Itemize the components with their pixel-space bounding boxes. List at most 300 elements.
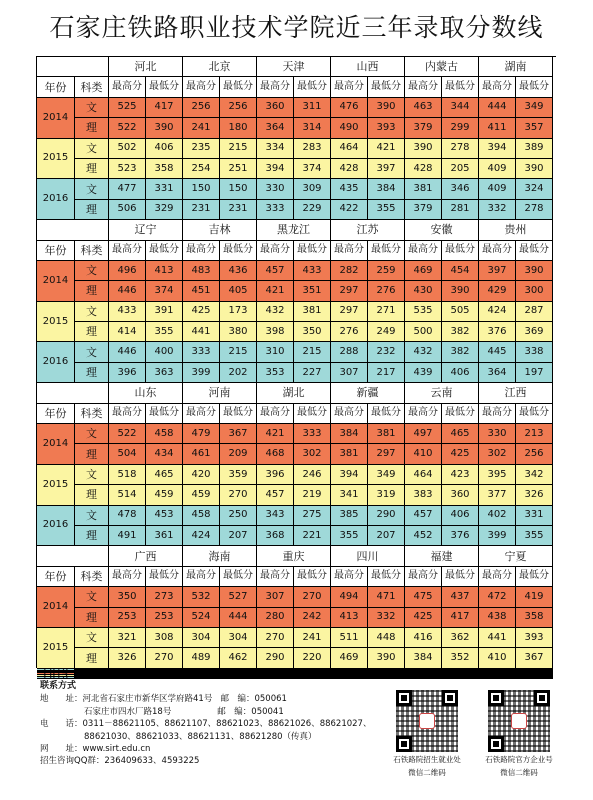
max-score-header: 最高分 — [331, 567, 368, 587]
score-cell — [183, 678, 220, 679]
address-row-1 — [40, 693, 390, 705]
year-cell: 2015 — [37, 139, 75, 180]
score-cell: 173 — [220, 302, 257, 322]
hotline-row — [40, 755, 390, 767]
province-header: 江苏 — [331, 220, 405, 240]
score-table — [36, 56, 556, 668]
min-score-header: 最低分 — [442, 77, 479, 97]
score-cell: 406 — [442, 363, 479, 383]
score-cell: 432 — [405, 342, 442, 362]
province-header: 福建 — [405, 546, 479, 566]
min-score-header: 最低分 — [220, 77, 257, 97]
header-blank — [37, 220, 109, 240]
score-cell: 300 — [516, 281, 553, 301]
score-cell: 390 — [442, 281, 479, 301]
score-cell: 278 — [442, 139, 479, 159]
max-score-header: 最高分 — [109, 567, 146, 587]
score-cell: 421 — [257, 281, 294, 301]
min-score-header: 最低分 — [368, 567, 405, 587]
score-cell: 490 — [331, 118, 368, 138]
min-score-header: 最低分 — [146, 241, 183, 261]
score-cell: 349 — [516, 98, 553, 118]
score-cell: 376 — [479, 322, 516, 342]
score-cell: 424 — [479, 302, 516, 322]
province-header: 湖北 — [257, 383, 331, 403]
score-cell: 434 — [146, 444, 183, 464]
year-column-header: 年份 — [37, 241, 75, 261]
score-cell: 459 — [146, 485, 183, 505]
score-cell: 341 — [331, 485, 368, 505]
score-cell — [294, 678, 331, 679]
province-header: 贵州 — [479, 220, 553, 240]
subject-type-cell: 理 — [75, 159, 109, 179]
score-cell: 381 — [405, 179, 442, 199]
score-cell: 527 — [220, 587, 257, 607]
score-cell: 457 — [405, 506, 442, 526]
score-cell: 309 — [294, 179, 331, 199]
score-cell: 399 — [479, 526, 516, 546]
score-cell: 500 — [405, 322, 442, 342]
score-cell: 522 — [109, 118, 146, 138]
score-cell: 457 — [257, 485, 294, 505]
score-cell: 351 — [294, 281, 331, 301]
score-cell: 524 — [183, 608, 220, 628]
phone-label: 电 话： — [40, 719, 83, 730]
score-cell: 331 — [516, 506, 553, 526]
score-cell: 379 — [405, 118, 442, 138]
score-cell: 297 — [368, 444, 405, 464]
score-cell: 297 — [331, 281, 368, 301]
score-cell: 532 — [183, 587, 220, 607]
score-cell: 333 — [294, 424, 331, 444]
qr-caption-2: 石铁路院官方企业号 — [485, 755, 553, 764]
score-cell: 497 — [405, 424, 442, 444]
score-cell: 479 — [183, 424, 220, 444]
score-cell: 465 — [146, 465, 183, 485]
min-score-header: 最低分 — [146, 567, 183, 587]
min-score-header: 最低分 — [516, 241, 553, 261]
subject-type-cell: 文 — [75, 465, 109, 485]
province-header: 吉林 — [183, 220, 257, 240]
score-cell: 525 — [109, 98, 146, 118]
province-header: 辽宁 — [109, 220, 183, 240]
min-score-header: 最低分 — [220, 567, 257, 587]
score-cell: 343 — [257, 506, 294, 526]
score-cell: 453 — [146, 506, 183, 526]
score-cell: 241 — [183, 118, 220, 138]
score-cell: 411 — [479, 118, 516, 138]
score-cell: 439 — [405, 363, 442, 383]
score-cell: 330 — [479, 424, 516, 444]
score-cell: 410 — [479, 648, 516, 668]
score-cell: 231 — [183, 200, 220, 220]
score-cell: 253 — [109, 608, 146, 628]
score-cell: 396 — [257, 465, 294, 485]
score-cell — [331, 678, 368, 679]
score-cell: 355 — [368, 200, 405, 220]
score-cell: 436 — [220, 261, 257, 281]
max-score-header: 最高分 — [257, 567, 294, 587]
score-cell: 273 — [146, 587, 183, 607]
score-cell: 380 — [220, 322, 257, 342]
score-cell: 350 — [294, 322, 331, 342]
score-cell: 398 — [257, 322, 294, 342]
score-cell: 321 — [109, 628, 146, 648]
score-cell: 307 — [331, 363, 368, 383]
max-score-header: 最高分 — [405, 567, 442, 587]
min-score-header: 最低分 — [368, 404, 405, 424]
min-score-header: 最低分 — [220, 241, 257, 261]
score-cell: 367 — [220, 424, 257, 444]
min-score-header: 最低分 — [442, 404, 479, 424]
province-header: 海南 — [183, 546, 257, 566]
score-cell: 383 — [405, 485, 442, 505]
score-cell: 464 — [405, 465, 442, 485]
score-cell — [516, 678, 553, 679]
score-cell: 468 — [257, 444, 294, 464]
type-column-header: 科类 — [75, 77, 109, 97]
score-cell: 381 — [368, 424, 405, 444]
subject-type-cell: 理 — [75, 608, 109, 628]
score-cell: 535 — [405, 302, 442, 322]
score-cell: 405 — [220, 281, 257, 301]
score-cell: 280 — [257, 608, 294, 628]
score-cell: 249 — [368, 322, 405, 342]
score-cell: 477 — [109, 179, 146, 199]
score-cell: 332 — [479, 200, 516, 220]
score-cell: 433 — [294, 261, 331, 281]
year-cell: 2015 — [37, 302, 75, 343]
max-score-header: 最高分 — [479, 77, 516, 97]
max-score-header: 最高分 — [257, 241, 294, 261]
score-cell: 276 — [331, 322, 368, 342]
score-cell: 406 — [442, 506, 479, 526]
website-link[interactable]: www.sirt.edu.cn — [82, 744, 151, 755]
province-header: 河南 — [183, 383, 257, 403]
score-cell: 435 — [331, 179, 368, 199]
score-cell: 438 — [479, 608, 516, 628]
qr-code-admissions — [382, 690, 472, 778]
score-cell: 518 — [109, 465, 146, 485]
year-cell — [37, 677, 75, 679]
year-column-header: 年份 — [37, 77, 75, 97]
score-cell: 352 — [442, 648, 479, 668]
province-header: 黑龙江 — [257, 220, 331, 240]
score-cell: 391 — [146, 302, 183, 322]
score-cell: 384 — [405, 648, 442, 668]
score-cell: 397 — [368, 159, 405, 179]
score-cell: 275 — [294, 506, 331, 526]
score-cell: 326 — [516, 485, 553, 505]
province-header: 新疆 — [331, 383, 405, 403]
score-cell: 402 — [479, 506, 516, 526]
postcode-1: 050061 — [254, 694, 287, 705]
header-blank — [37, 383, 109, 403]
score-cell: 346 — [442, 179, 479, 199]
score-cell: 256 — [183, 98, 220, 118]
year-cell: 2015 — [37, 465, 75, 506]
score-cell: 349 — [368, 465, 405, 485]
score-cell: 329 — [146, 200, 183, 220]
score-cell: 311 — [294, 98, 331, 118]
score-cell — [368, 678, 405, 679]
score-cell: 246 — [294, 465, 331, 485]
score-cell: 353 — [257, 363, 294, 383]
subject-type-cell: 理 — [75, 485, 109, 505]
score-cell: 242 — [294, 608, 331, 628]
score-cell: 469 — [405, 261, 442, 281]
score-cell: 399 — [183, 363, 220, 383]
subject-type-cell: 文 — [75, 424, 109, 444]
score-cell: 374 — [146, 281, 183, 301]
score-cell: 446 — [109, 342, 146, 362]
subject-type-cell: 文 — [75, 179, 109, 199]
score-cell: 288 — [331, 342, 368, 362]
score-cell: 514 — [109, 485, 146, 505]
score-cell: 344 — [442, 98, 479, 118]
score-cell: 282 — [331, 261, 368, 281]
min-score-header: 最低分 — [294, 77, 331, 97]
qr-caption-1b: 微信二维码 — [408, 768, 446, 777]
max-score-header: 最高分 — [257, 404, 294, 424]
score-cell: 259 — [368, 261, 405, 281]
hotline-label: 招生咨询QQ群： — [40, 756, 105, 767]
score-cell: 202 — [220, 363, 257, 383]
score-cell: 428 — [405, 159, 442, 179]
year-cell: 2014 — [37, 261, 75, 302]
subject-type-cell: 理 — [75, 322, 109, 342]
score-cell: 444 — [220, 608, 257, 628]
type-column-header: 科类 — [75, 241, 109, 261]
score-cell: 355 — [146, 322, 183, 342]
score-cell: 256 — [220, 98, 257, 118]
score-cell: 469 — [331, 648, 368, 668]
score-cell: 417 — [442, 608, 479, 628]
score-cell: 396 — [109, 363, 146, 383]
score-cell: 394 — [479, 139, 516, 159]
score-cell: 496 — [109, 261, 146, 281]
score-cell: 197 — [516, 363, 553, 383]
score-cell: 409 — [479, 179, 516, 199]
score-cell: 250 — [220, 506, 257, 526]
score-cell: 429 — [479, 281, 516, 301]
score-cell: 205 — [442, 159, 479, 179]
score-cell: 270 — [220, 485, 257, 505]
score-cell: 367 — [516, 648, 553, 668]
score-cell: 368 — [257, 526, 294, 546]
score-cell: 476 — [331, 98, 368, 118]
score-cell: 421 — [257, 424, 294, 444]
max-score-header: 最高分 — [331, 241, 368, 261]
year-cell: 2014 — [37, 98, 75, 139]
score-cell: 215 — [220, 139, 257, 159]
score-cell: 506 — [109, 200, 146, 220]
max-score-header: 最高分 — [479, 567, 516, 587]
score-cell: 308 — [146, 628, 183, 648]
score-cell: 332 — [368, 608, 405, 628]
year-column-header: 年份 — [37, 404, 75, 424]
score-cell: 417 — [146, 98, 183, 118]
province-header: 湖南 — [479, 57, 553, 77]
max-score-header: 最高分 — [183, 404, 220, 424]
phone-2: 88621030、88621033、88621131、88621280（传真） — [84, 731, 317, 742]
score-cell: 232 — [368, 342, 405, 362]
contact-heading: 联系方式 — [40, 681, 77, 691]
contact-info — [40, 680, 390, 768]
score-cell: 364 — [479, 363, 516, 383]
score-cell: 304 — [183, 628, 220, 648]
score-cell: 416 — [405, 628, 442, 648]
province-header: 内蒙古 — [405, 57, 479, 77]
min-score-header: 最低分 — [516, 77, 553, 97]
score-cell: 445 — [479, 342, 516, 362]
score-cell: 283 — [294, 139, 331, 159]
score-cell: 400 — [146, 342, 183, 362]
score-cell: 360 — [442, 485, 479, 505]
score-cell: 452 — [405, 526, 442, 546]
score-cell: 432 — [257, 302, 294, 322]
year-column-header: 年份 — [37, 567, 75, 587]
score-cell: 458 — [183, 506, 220, 526]
score-cell: 425 — [442, 444, 479, 464]
score-cell: 390 — [516, 261, 553, 281]
score-cell: 231 — [220, 200, 257, 220]
min-score-header: 最低分 — [516, 567, 553, 587]
score-cell: 393 — [368, 118, 405, 138]
score-cell: 420 — [183, 465, 220, 485]
province-header: 安徽 — [405, 220, 479, 240]
score-cell: 464 — [331, 139, 368, 159]
province-header: 山东 — [109, 383, 183, 403]
score-cell — [146, 678, 183, 679]
province-header: 广西 — [109, 546, 183, 566]
postcode-label-1: 邮 编： — [220, 694, 255, 705]
min-score-header: 最低分 — [146, 404, 183, 424]
score-cell: 364 — [257, 118, 294, 138]
phone-row-1 — [40, 718, 390, 730]
score-cell: 471 — [368, 587, 405, 607]
score-cell: 276 — [368, 281, 405, 301]
score-cell: 433 — [109, 302, 146, 322]
subject-type-cell: 理 — [75, 444, 109, 464]
score-cell: 483 — [183, 261, 220, 281]
score-cell: 361 — [146, 526, 183, 546]
subject-type-cell: 文 — [75, 342, 109, 362]
subject-type-cell: 文 — [75, 587, 109, 607]
score-cell: 362 — [442, 628, 479, 648]
score-cell: 221 — [294, 526, 331, 546]
score-cell: 413 — [146, 261, 183, 281]
score-cell — [442, 678, 479, 679]
score-cell: 478 — [109, 506, 146, 526]
score-cell: 406 — [146, 139, 183, 159]
qr-code-official — [474, 690, 564, 778]
score-cell: 504 — [109, 444, 146, 464]
score-cell: 505 — [442, 302, 479, 322]
score-cell: 290 — [368, 506, 405, 526]
score-cell: 357 — [516, 118, 553, 138]
score-cell: 422 — [331, 200, 368, 220]
score-cell: 297 — [331, 302, 368, 322]
score-cell: 319 — [368, 485, 405, 505]
score-cell: 465 — [442, 424, 479, 444]
score-cell: 451 — [183, 281, 220, 301]
score-cell: 390 — [405, 139, 442, 159]
province-header: 四川 — [331, 546, 405, 566]
score-cell: 390 — [368, 98, 405, 118]
score-cell: 377 — [479, 485, 516, 505]
address-2: 石家庄市四水厂路18号 — [84, 706, 172, 717]
score-cell: 494 — [331, 587, 368, 607]
score-cell: 150 — [183, 179, 220, 199]
score-cell: 437 — [442, 587, 479, 607]
score-cell — [405, 678, 442, 679]
min-score-header: 最低分 — [368, 241, 405, 261]
score-cell — [109, 678, 146, 679]
score-cell: 457 — [257, 261, 294, 281]
score-cell: 502 — [109, 139, 146, 159]
score-cell: 338 — [516, 342, 553, 362]
score-cell: 491 — [109, 526, 146, 546]
score-cell: 472 — [479, 587, 516, 607]
score-cell: 331 — [146, 179, 183, 199]
province-header: 河北 — [109, 57, 183, 77]
score-cell: 381 — [294, 302, 331, 322]
postcode-2: 050041 — [251, 706, 284, 717]
score-cell: 410 — [405, 444, 442, 464]
score-cell: 270 — [257, 628, 294, 648]
score-cell: 523 — [109, 159, 146, 179]
min-score-header: 最低分 — [368, 77, 405, 97]
score-cell: 213 — [516, 424, 553, 444]
score-cell: 475 — [405, 587, 442, 607]
score-cell: 390 — [146, 118, 183, 138]
score-cell: 333 — [257, 200, 294, 220]
score-cell: 419 — [516, 587, 553, 607]
phone-row-2 — [40, 731, 390, 743]
score-cell: 304 — [220, 628, 257, 648]
score-cell: 428 — [331, 159, 368, 179]
score-cell: 461 — [183, 444, 220, 464]
score-cell: 227 — [294, 363, 331, 383]
score-cell: 382 — [442, 322, 479, 342]
max-score-header: 最高分 — [183, 77, 220, 97]
web-label: 网 址： — [40, 744, 83, 755]
score-cell: 241 — [294, 628, 331, 648]
score-cell: 424 — [183, 526, 220, 546]
score-cell: 290 — [257, 648, 294, 668]
score-cell — [479, 678, 516, 679]
score-cell: 355 — [331, 526, 368, 546]
subject-type-cell: 文 — [75, 98, 109, 118]
score-cell: 251 — [220, 159, 257, 179]
qr-caption-1: 石铁路院招生就业处 — [393, 755, 461, 764]
subject-type-cell: 理 — [75, 281, 109, 301]
score-cell: 229 — [294, 200, 331, 220]
subject-type-cell: 文 — [75, 302, 109, 322]
score-cell: 271 — [368, 302, 405, 322]
max-score-header: 最高分 — [109, 404, 146, 424]
score-cell: 409 — [479, 159, 516, 179]
score-cell: 446 — [109, 281, 146, 301]
score-cell: 413 — [331, 608, 368, 628]
score-cell: 379 — [405, 200, 442, 220]
year-cell: 2016 — [37, 342, 75, 383]
type-column-header: 科类 — [75, 567, 109, 587]
score-cell: 390 — [368, 648, 405, 668]
province-header: 宁夏 — [479, 546, 553, 566]
qr-code-icon — [396, 690, 458, 752]
